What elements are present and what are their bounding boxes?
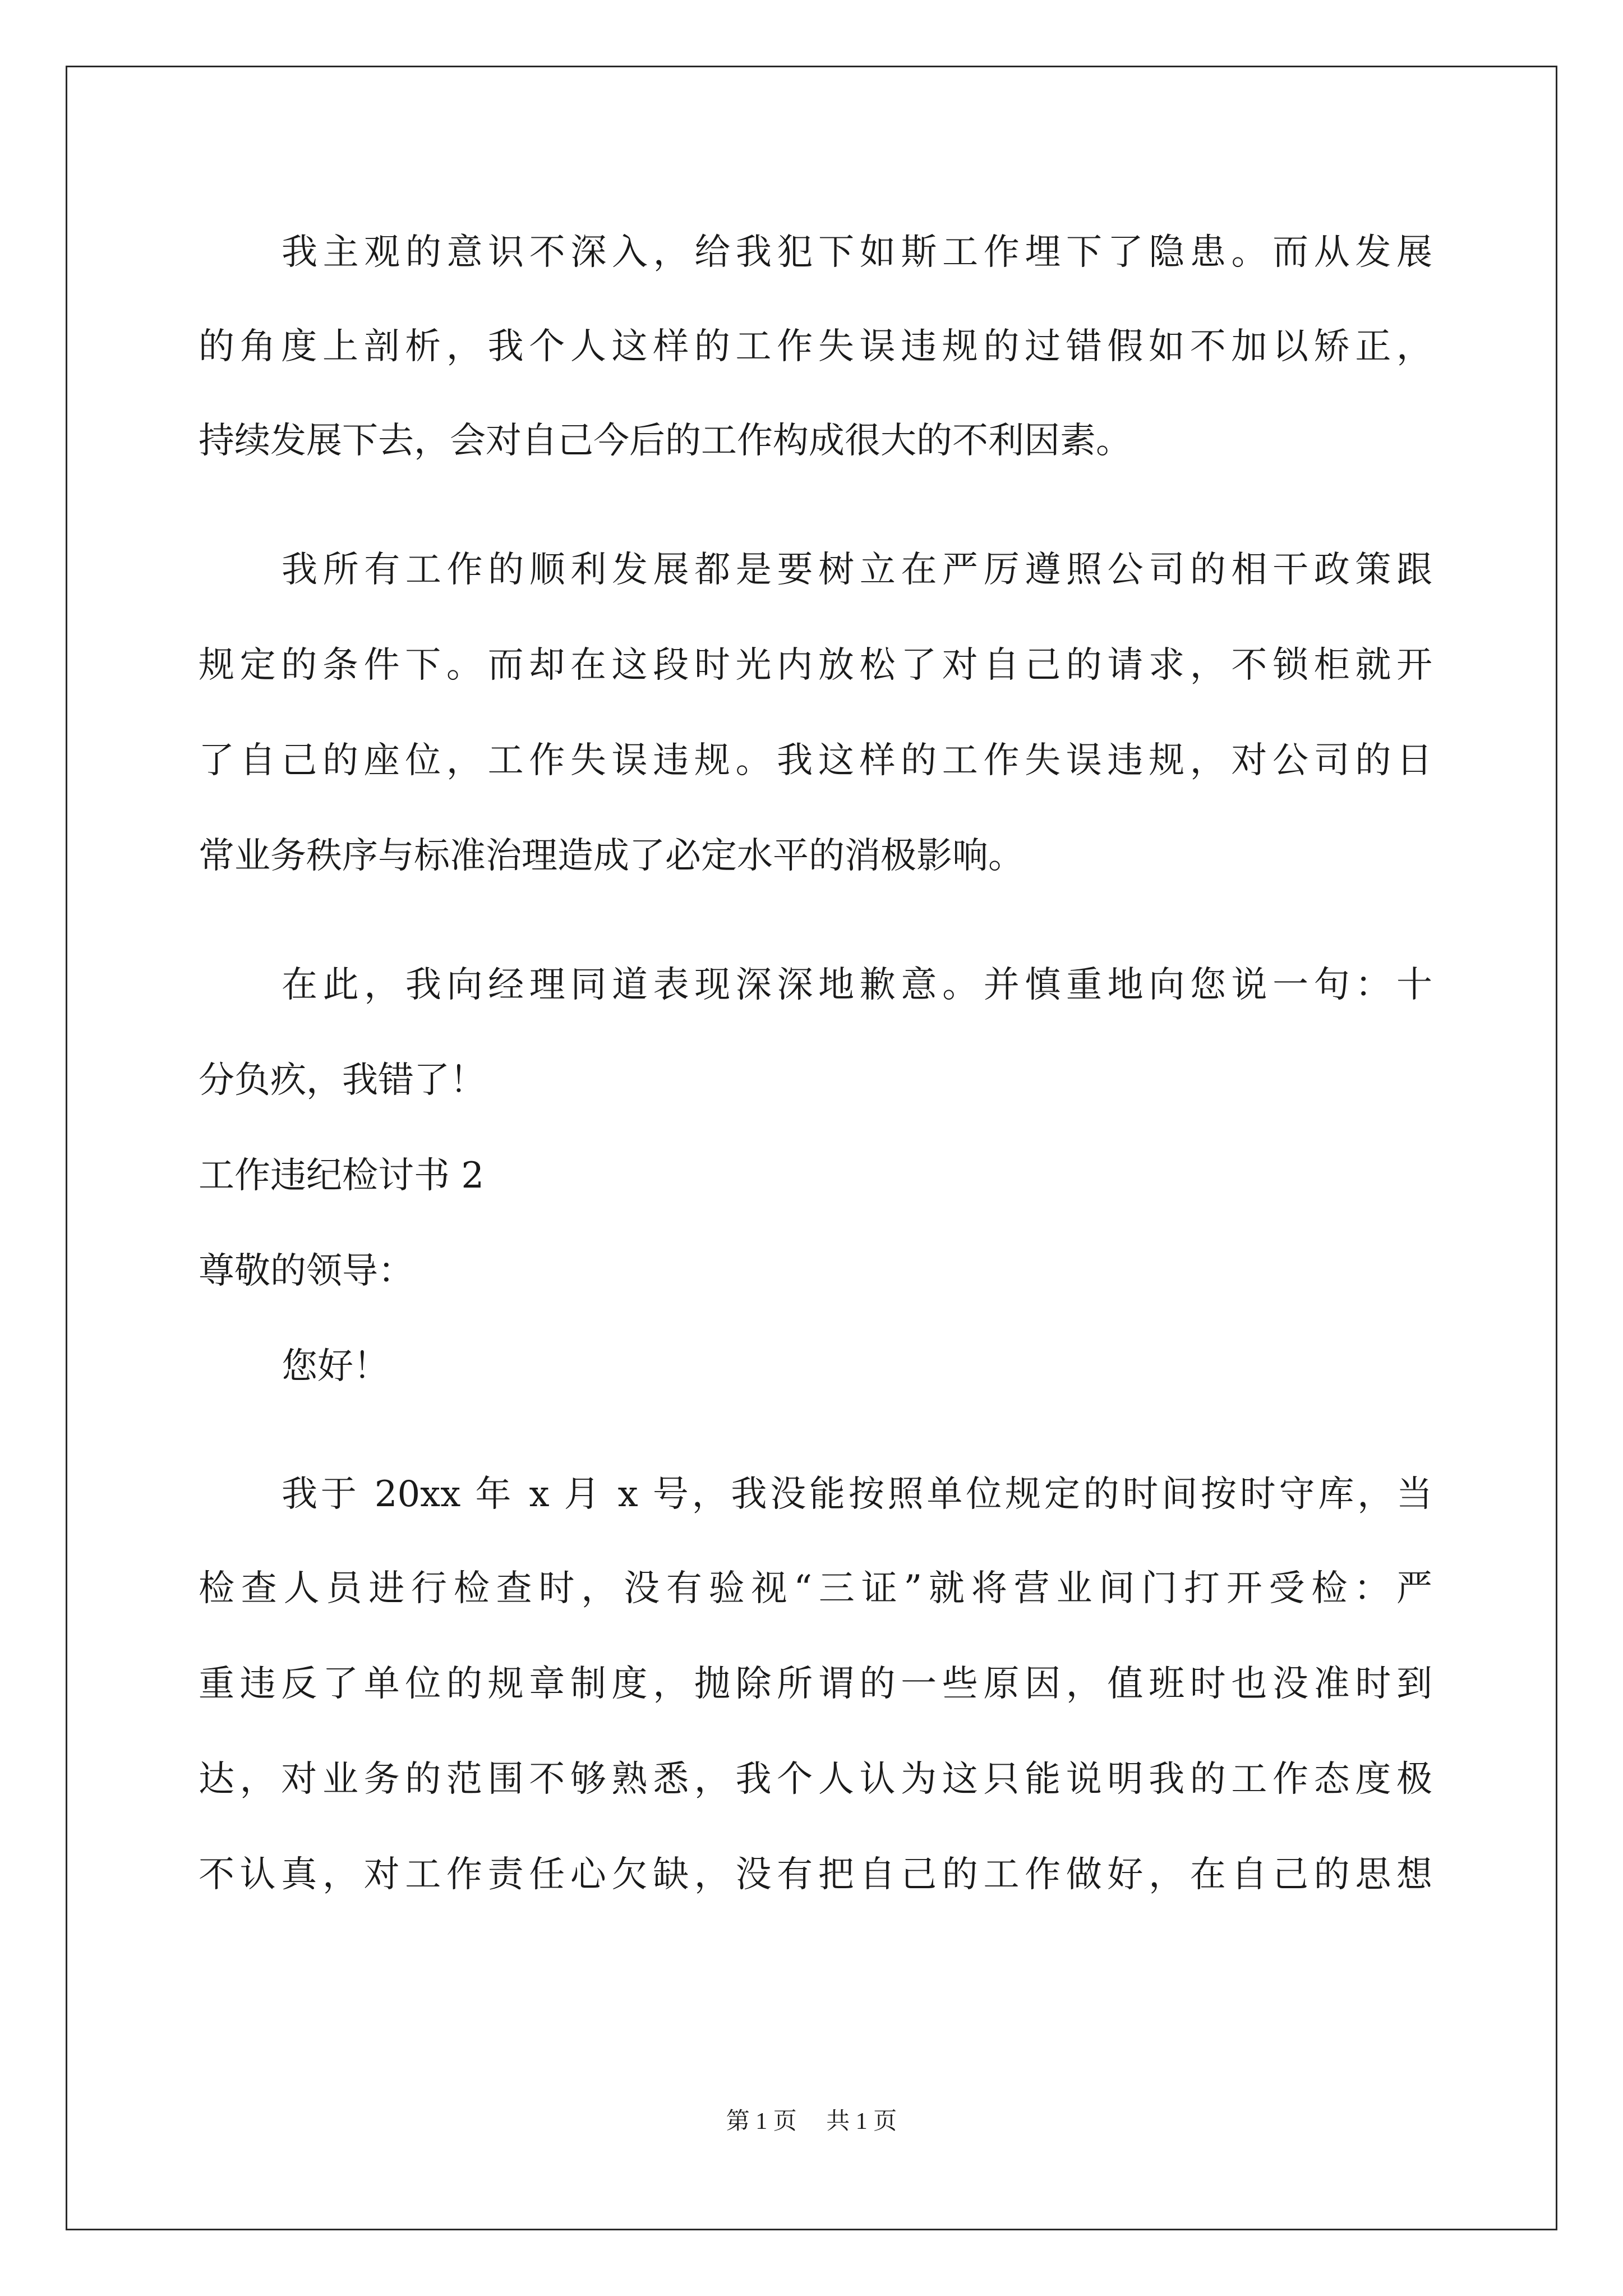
paragraph-line: 我所有工作的顺利发展都是要树立在严厉遵照公司的相干政策跟 (282, 549, 1432, 591)
paragraph-line: 常业务秩序与标准治理造成了必定水平的消极影响。 (199, 835, 1024, 877)
paragraph-line: 在此，我向经理同道表现深深地歉意。并慎重地向您说一句：十 (282, 964, 1432, 1006)
page-number-footer: 第 1 页 共 1 页 (726, 2109, 897, 2134)
salutation: 尊敬的领导： (199, 1250, 414, 1292)
paragraph-line: 规定的条件下。而却在这段时光内放松了对自己的请求，不锁柜就开 (199, 645, 1432, 686)
paragraph-line: 不认真，对工作责任心欠缺，没有把自己的工作做好，在自己的思想 (199, 1854, 1432, 1895)
paragraph-line: 我于 20xx 年 x 月 x 号，我没能按照单位规定的时间按时守库，当 (282, 1474, 1432, 1515)
greeting: 您好！ (282, 1346, 389, 1387)
paragraph-line: 了自己的座位，工作失误违规。我这样的工作失误违规，对公司的日 (199, 740, 1432, 781)
paragraph-line: 重违反了单位的规章制度，抛除所谓的一些原因，值班时也没准时到 (199, 1663, 1432, 1705)
paragraph-line: 持续发展下去，会对自己今后的工作构成很大的不利因素。 (199, 420, 1132, 462)
paragraph-line: 检查人员进行检查时，没有验视“三证”就将营业间门打开受检：严 (199, 1568, 1432, 1609)
paragraph-line: 我主观的意识不深入，给我犯下如斯工作埋下了隐患。而从发展 (282, 232, 1432, 273)
section-title: 工作违纪检讨书 2 (199, 1155, 485, 1197)
paragraph-line: 达，对业务的范围不够熟悉，我个人认为这只能说明我的工作态度极 (199, 1759, 1432, 1800)
paragraph-line: 的角度上剖析，我个人这样的工作失误违规的过错假如不加以矫正， (199, 326, 1432, 367)
paragraph-line: 分负疚，我错了！ (199, 1060, 486, 1101)
